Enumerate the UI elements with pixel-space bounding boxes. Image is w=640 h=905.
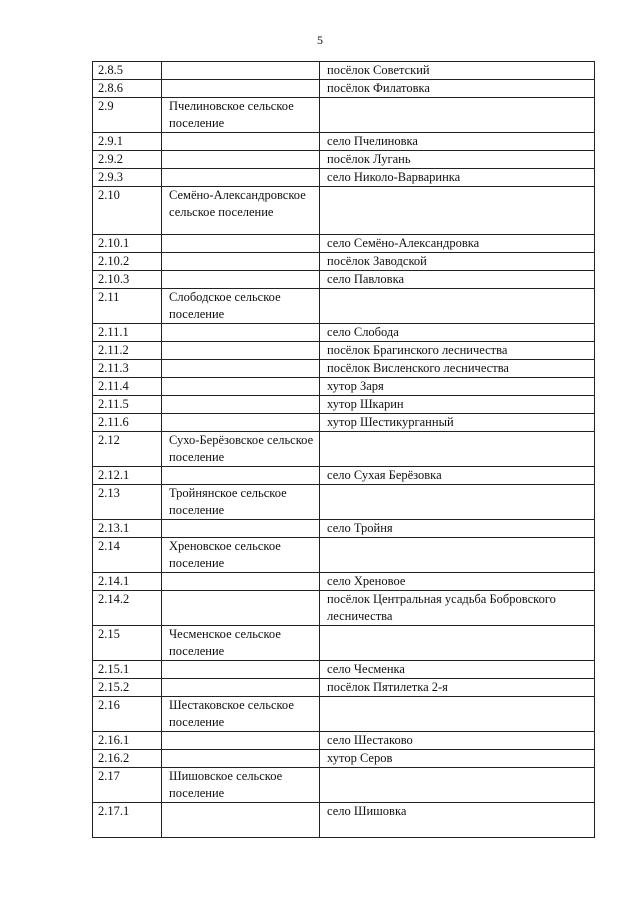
table-row <box>93 626 595 661</box>
settlement-cell <box>162 679 320 697</box>
table-row <box>93 378 595 396</box>
table-row <box>93 324 595 342</box>
locality-cell: посёлок Центральная усадьба Бобровского лесничества <box>320 591 595 626</box>
settlement-cell <box>162 271 320 289</box>
table-row <box>93 520 595 538</box>
table-row <box>93 573 595 591</box>
locality-cell: село Сухая Берёзовка <box>320 467 595 485</box>
num-cell: 2.8.6 <box>93 80 162 98</box>
locality-cell: посёлок Висленского лесничества <box>320 360 595 378</box>
num-cell: 2.15 <box>93 626 162 661</box>
locality-cell <box>320 485 595 520</box>
settlement-cell: Шишовское сельское поселение <box>162 768 320 803</box>
locality-cell: село Николо-Варваринка <box>320 169 595 187</box>
locality-cell: село Семёно-Александровка <box>320 235 595 253</box>
num-cell: 2.15.2 <box>93 679 162 697</box>
settlement-cell <box>162 414 320 432</box>
settlements-table <box>92 61 595 838</box>
num-cell: 2.14.1 <box>93 573 162 591</box>
settlement-cell <box>162 378 320 396</box>
locality-cell <box>320 697 595 732</box>
settlement-cell <box>162 803 320 838</box>
settlement-cell <box>162 324 320 342</box>
settlement-cell: Пчелиновское сельское поселение <box>162 98 320 133</box>
table-row <box>93 697 595 732</box>
num-cell: 2.11.4 <box>93 378 162 396</box>
table-row <box>93 271 595 289</box>
locality-cell: село Пчелиновка <box>320 133 595 151</box>
num-cell: 2.11.6 <box>93 414 162 432</box>
num-cell: 2.8.5 <box>93 62 162 80</box>
table-row <box>93 98 595 133</box>
num-cell: 2.15.1 <box>93 661 162 679</box>
num-cell: 2.16.2 <box>93 750 162 768</box>
table-row <box>93 342 595 360</box>
locality-cell: хутор Шкарин <box>320 396 595 414</box>
table-row <box>93 467 595 485</box>
num-cell: 2.11.5 <box>93 396 162 414</box>
settlement-cell <box>162 235 320 253</box>
num-cell: 2.10 <box>93 187 162 235</box>
locality-cell: посёлок Филатовка <box>320 80 595 98</box>
settlement-cell <box>162 520 320 538</box>
settlement-cell <box>162 133 320 151</box>
locality-cell: село Шестаково <box>320 732 595 750</box>
settlement-cell <box>162 591 320 626</box>
locality-cell: село Тройня <box>320 520 595 538</box>
locality-cell: село Павловка <box>320 271 595 289</box>
table-row <box>93 732 595 750</box>
table-row <box>93 360 595 378</box>
locality-cell: село Слобода <box>320 324 595 342</box>
locality-cell: посёлок Советский <box>320 62 595 80</box>
settlement-cell <box>162 253 320 271</box>
num-cell: 2.16.1 <box>93 732 162 750</box>
locality-cell: хутор Заря <box>320 378 595 396</box>
locality-cell: посёлок Брагинского лесничества <box>320 342 595 360</box>
table-row <box>93 768 595 803</box>
num-cell: 2.9.1 <box>93 133 162 151</box>
num-cell: 2.11 <box>93 289 162 324</box>
table-row <box>93 485 595 520</box>
num-cell: 2.12 <box>93 432 162 467</box>
locality-cell <box>320 432 595 467</box>
num-cell: 2.11.1 <box>93 324 162 342</box>
locality-cell <box>320 98 595 133</box>
num-cell: 2.11.3 <box>93 360 162 378</box>
settlement-cell: Сухо-Берёзовское сельское поселение <box>162 432 320 467</box>
settlement-cell <box>162 467 320 485</box>
num-cell: 2.10.2 <box>93 253 162 271</box>
locality-cell <box>320 289 595 324</box>
locality-cell: село Шишовка <box>320 803 595 838</box>
settlement-cell: Чесменское сельское поселение <box>162 626 320 661</box>
settlement-cell <box>162 750 320 768</box>
num-cell: 2.12.1 <box>93 467 162 485</box>
settlement-cell <box>162 360 320 378</box>
settlement-cell: Шестаковское сельское поселение <box>162 697 320 732</box>
table-row <box>93 151 595 169</box>
num-cell: 2.9.2 <box>93 151 162 169</box>
locality-cell <box>320 187 595 235</box>
num-cell: 2.17 <box>93 768 162 803</box>
settlement-cell <box>162 169 320 187</box>
settlement-cell <box>162 342 320 360</box>
settlement-cell: Семёно-Александровское сельское поселение <box>162 187 320 235</box>
table-row <box>93 679 595 697</box>
num-cell: 2.17.1 <box>93 803 162 838</box>
locality-cell: хутор Серов <box>320 750 595 768</box>
num-cell: 2.16 <box>93 697 162 732</box>
num-cell: 2.11.2 <box>93 342 162 360</box>
table-row <box>93 538 595 573</box>
locality-cell: посёлок Заводской <box>320 253 595 271</box>
settlement-cell <box>162 151 320 169</box>
table-row <box>93 253 595 271</box>
settlement-cell <box>162 80 320 98</box>
num-cell: 2.13.1 <box>93 520 162 538</box>
num-cell: 2.14.2 <box>93 591 162 626</box>
locality-cell <box>320 626 595 661</box>
table-row <box>93 187 595 235</box>
table-row <box>93 133 595 151</box>
locality-cell <box>320 768 595 803</box>
table-row <box>93 750 595 768</box>
num-cell: 2.13 <box>93 485 162 520</box>
table-row <box>93 432 595 467</box>
table-row <box>93 289 595 324</box>
settlement-cell <box>162 396 320 414</box>
table-row <box>93 169 595 187</box>
settlement-cell <box>162 573 320 591</box>
table-row <box>93 235 595 253</box>
settlement-cell <box>162 661 320 679</box>
locality-cell: посёлок Лугань <box>320 151 595 169</box>
num-cell: 2.10.1 <box>93 235 162 253</box>
table-row <box>93 414 595 432</box>
locality-cell: село Чесменка <box>320 661 595 679</box>
num-cell: 2.9 <box>93 98 162 133</box>
locality-cell: посёлок Пятилетка 2-я <box>320 679 595 697</box>
settlement-cell: Хреновское сельское поселение <box>162 538 320 573</box>
page-number: 5 <box>317 33 323 47</box>
locality-cell: село Хреновое <box>320 573 595 591</box>
table-row <box>93 80 595 98</box>
num-cell: 2.10.3 <box>93 271 162 289</box>
settlement-cell <box>162 732 320 750</box>
num-cell: 2.9.3 <box>93 169 162 187</box>
table-row <box>93 62 595 80</box>
table-row <box>93 661 595 679</box>
locality-cell <box>320 538 595 573</box>
table-row <box>93 396 595 414</box>
locality-cell: хутор Шестикурганный <box>320 414 595 432</box>
table-row <box>93 591 595 626</box>
table-body <box>93 62 595 838</box>
table-row <box>93 803 595 838</box>
settlement-cell: Тройнянское сельское поселение <box>162 485 320 520</box>
num-cell: 2.14 <box>93 538 162 573</box>
settlement-cell: Слободское сельское поселение <box>162 289 320 324</box>
settlement-cell <box>162 62 320 80</box>
